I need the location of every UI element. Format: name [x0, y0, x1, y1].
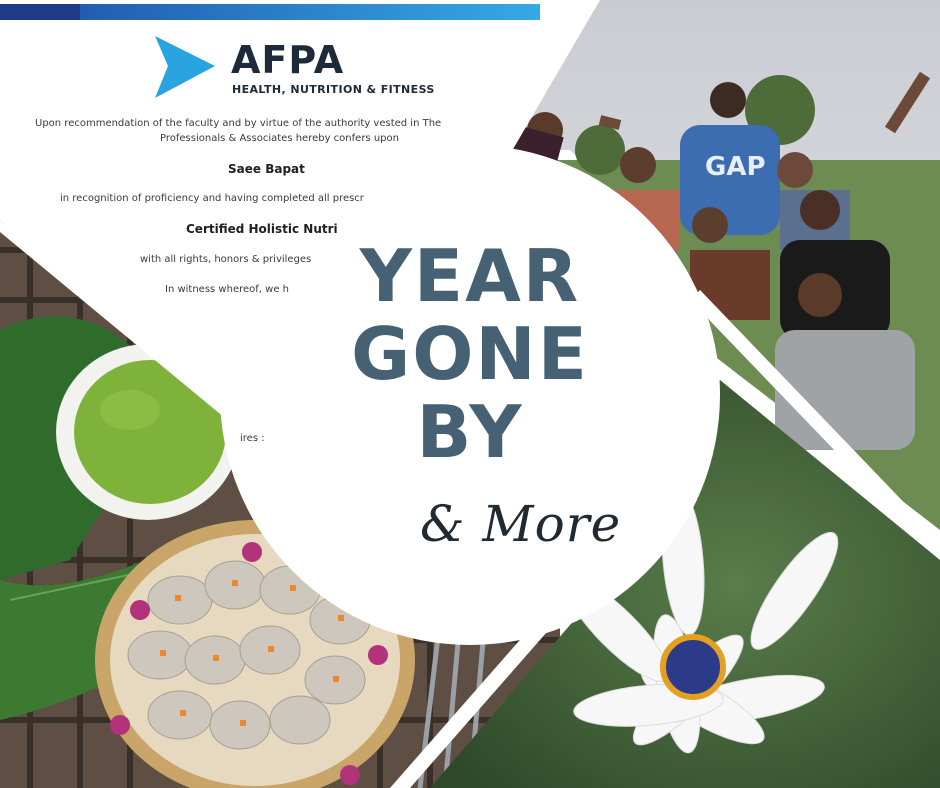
- certificate-line-3: in recognition of proficiency and having completed all prescr: [60, 193, 364, 204]
- afpa-brand-tagline: HEALTH, NUTRITION & FITNESS: [232, 83, 435, 96]
- certificate-title: Certified Holistic Nutri: [186, 222, 338, 236]
- svg-text:GAP: GAP: [705, 152, 766, 182]
- certificate-line-2: Professionals & Associates hereby confers upon: [160, 133, 399, 144]
- certificate-line-5: In witness whereof, we h: [165, 284, 289, 295]
- certificate-recipient: Saee Bapat: [228, 162, 305, 176]
- headline-line-2: GONE: [351, 312, 589, 396]
- certificate-line-4: with all rights, honors & privileges: [140, 254, 312, 265]
- headline-script: & More: [420, 495, 622, 553]
- certificate-line-1: Upon recommendation of the faculty and by virtue of the authority vested in The: [35, 118, 442, 129]
- headline-line-3: BY: [416, 390, 524, 474]
- afpa-brand-name: AFPA: [231, 38, 345, 82]
- headline-line-1: YEAR: [359, 234, 581, 318]
- certificate-line-6: ires :: [240, 433, 265, 444]
- certificate-top-bar: [0, 4, 540, 20]
